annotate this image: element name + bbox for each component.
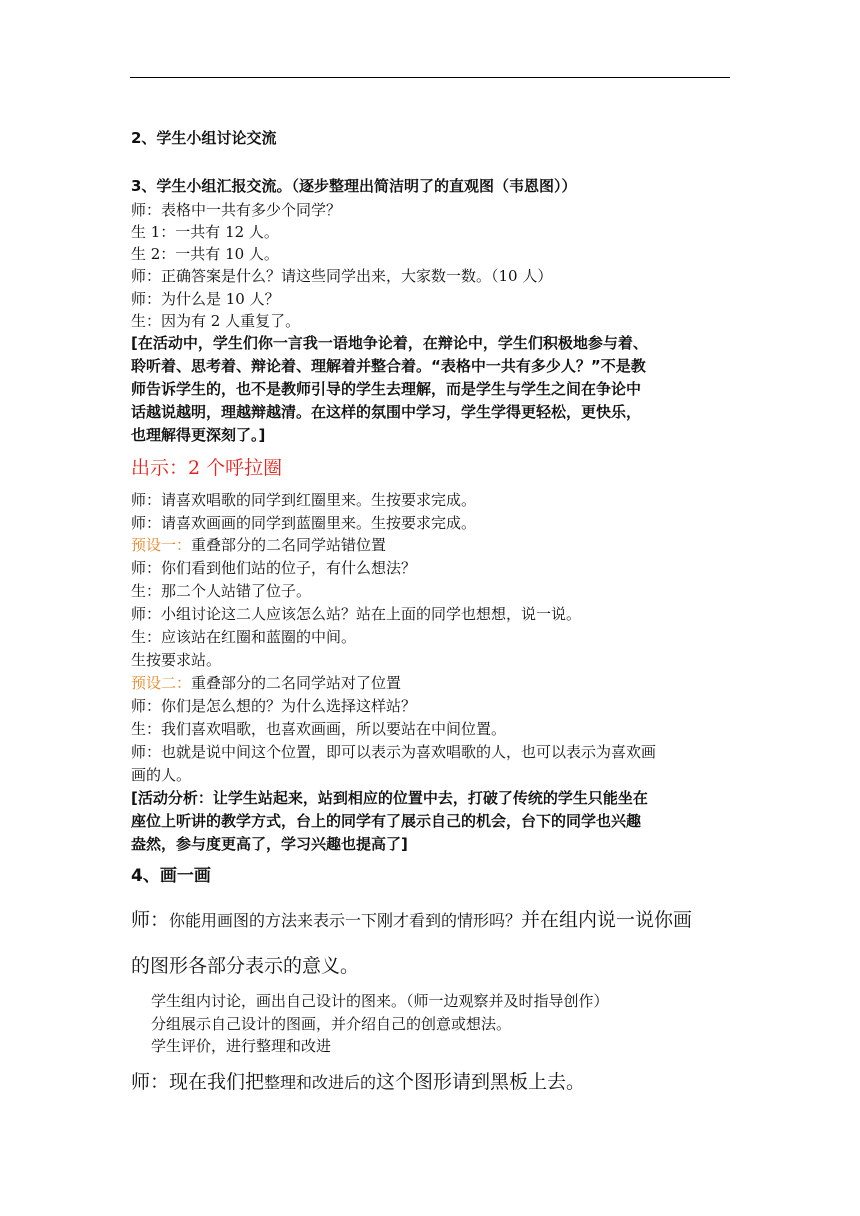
dialogue-line: 师：正确答案是什么？请这些同学出来，大家数一数。（10 人） <box>131 267 553 285</box>
dialogue-line: 师：表格中一共有多少个同学？ <box>131 201 342 219</box>
activity-line: 学生评价，进行整理和改进 <box>151 1037 332 1055</box>
final-part-1: 师：现在我们把 <box>131 1071 265 1093</box>
question-text-large: 并在组内说一说你画 <box>521 909 693 931</box>
section-heading-3: 3、学生小组汇报交流。（逐步整理出简洁明了的直观图（韦恩图）） <box>131 177 577 195</box>
commentary-line: [在活动中，学生们你一言我一语地争论着，在辩论中，学生们积极地参与着、 <box>131 334 648 352</box>
analysis-line: 座位上听讲的教学方式，台上的同学有了展示自己的机会，台下的同学也兴趣 <box>131 812 642 830</box>
final-part-2: 整理和改进后的 <box>264 1073 377 1092</box>
dialogue-line: 师：你们是怎么想的？为什么选择这样站？ <box>131 697 417 715</box>
activity-line: 学生组内讨论，画出自己设计的图来。（师一边观察并及时指导创作） <box>151 992 609 1010</box>
dialogue-line: 师：请喜欢唱歌的同学到红圈里来。生按要求完成。 <box>131 491 477 509</box>
commentary-line: 也理解得更深刻了。] <box>131 426 266 444</box>
dialogue-line: 师：你们看到他们站的位子，有什么想法？ <box>131 559 417 577</box>
dialogue-line: 师：请喜欢画画的同学到蓝圈里来。生按要求完成。 <box>131 514 477 532</box>
dialogue-line: 生 2：一共有 10 人。 <box>131 245 279 263</box>
dialogue-line: 生：我们喜欢唱歌，也喜欢画画，所以要站在中间位置。 <box>131 720 507 738</box>
analysis-line: [活动分析：让学生站起来，站到相应的位置中去，打破了传统的学生只能坐在 <box>131 789 648 807</box>
dialogue-line: 师：也就是说中间这个位置，即可以表示为喜欢唱歌的人，也可以表示为喜欢画 <box>131 743 657 761</box>
commentary-line: 聆听着、思考着、辩论着、理解着并整合着。“表格中一共有多少人？”不是教 <box>131 357 646 375</box>
dialogue-line: 师：为什么是 10 人？ <box>131 290 280 308</box>
section-heading-2: 2、学生小组讨论交流 <box>131 129 277 147</box>
analysis-line: 盎然，参与度更高了，学习兴趣也提高了] <box>131 835 408 853</box>
section-heading-4: 4、画一画 <box>131 866 211 886</box>
preset-one-line <box>131 535 386 555</box>
activity-line: 分组展示自己设计的图画，并介绍自己的创意或想法。 <box>151 1015 512 1033</box>
show-hula-hoops-heading: 出示：2 个呼拉圈 <box>131 457 283 479</box>
commentary-line: 话越说越明，理越辩越清。在这样的氛围中学习，学生学得更轻松，更快乐， <box>131 403 642 421</box>
final-part-3: 这个图形请到黑板上去。 <box>376 1071 586 1093</box>
preset-one-label: 预设一： <box>131 536 192 554</box>
preset-one-text: 重叠部分的二名同学站错位置 <box>191 536 387 554</box>
question-text-small: 你能用画图的方法来表示一下刚才看到的情形吗？ <box>169 911 522 930</box>
final-teacher-line <box>131 1069 585 1096</box>
teacher-question-cont: 的图形各部分表示的意义。 <box>131 955 360 977</box>
teacher-question-line <box>131 907 692 934</box>
dialogue-line: 生：那二个人站错了位子。 <box>131 582 312 600</box>
teacher-label: 师： <box>131 909 170 931</box>
header-rule <box>130 77 730 78</box>
dialogue-line: 生按要求站。 <box>131 651 222 669</box>
preset-two-text: 重叠部分的二名同学站对了位置 <box>191 674 402 692</box>
preset-two-line <box>131 673 401 693</box>
preset-two-label: 预设二： <box>131 674 192 692</box>
dialogue-line: 画的人。 <box>131 766 192 784</box>
dialogue-line: 生：应该站在红圈和蓝圈的中间。 <box>131 628 357 646</box>
dialogue-line: 生：因为有 2 人重复了。 <box>131 312 301 330</box>
dialogue-line: 师：小组讨论这二人应该怎么站？站在上面的同学也想想，说一说。 <box>131 605 582 623</box>
dialogue-line: 生 1：一共有 12 人。 <box>131 223 279 241</box>
commentary-line: 师告诉学生的，也不是教师引导的学生去理解，而是学生与学生之间在争论中 <box>131 380 642 398</box>
